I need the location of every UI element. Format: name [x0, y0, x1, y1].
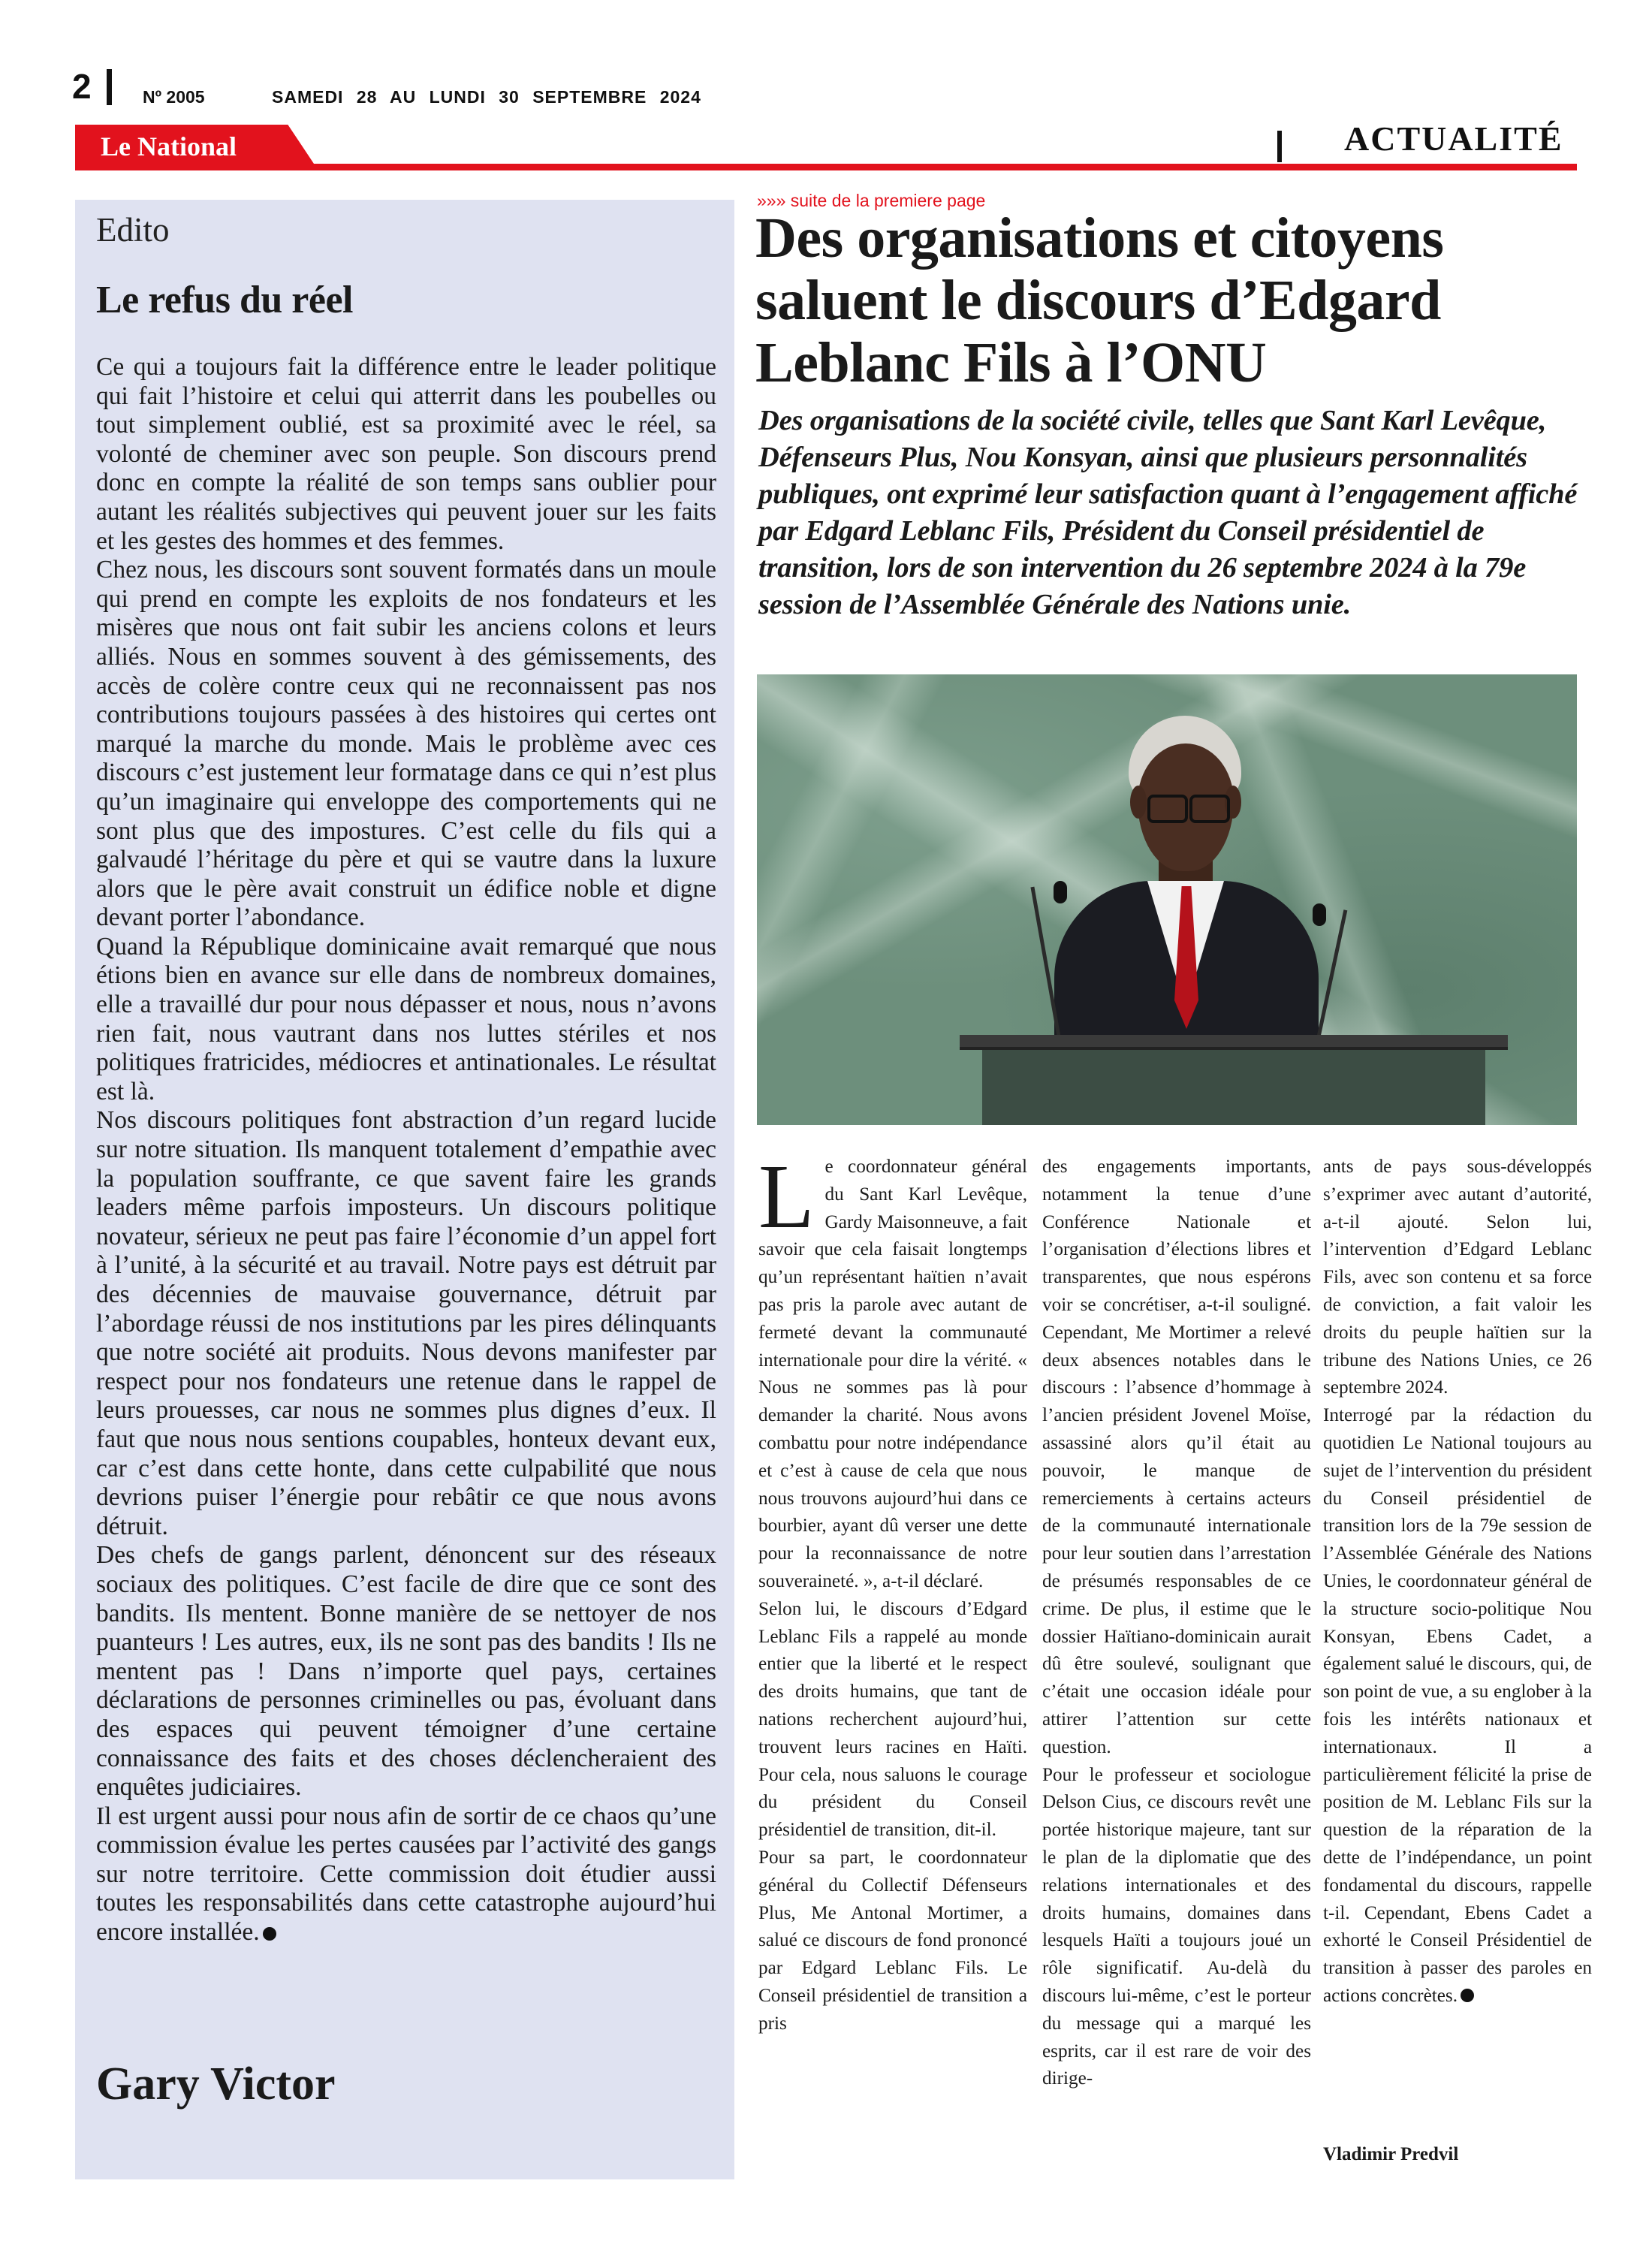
edito-paragraph: Il est urgent aussi pour nous afin de sortir de ce chaos qu’une commission évalue les pertes causées par l’activité des gangs sur notre territoire. Cette commission doit étudier aussi toutes les responsabilités dans cette catastrophe aujourd’hui encore installée. — [96, 1802, 716, 1947]
photo-glasses — [1147, 795, 1188, 823]
article-headline: Des organisations et citoyens saluent le discours d’Edgard Leblanc Fils à l’ONU — [755, 207, 1444, 394]
article-paragraph: Interrogé par la rédaction du quotidien Le National toujours au sujet de l’intervention du président du Conseil présidentiel de transition lors de la 79e session de l’Assemblée Générale des Nations Unies, le coordonnateur général de la structure socio-politique Nou Konsyan, Ebens Cadet, a également salué le discours, qui, de son point de vue, a su englober à la fois les intérêts nationaux et internationaux. Il a particulièrement félicité la prise de position de M. Leblanc Fils sur la question de la réparation de la dette de l’indépendance, un point fondamental du discours, rappelle t-il. Cependant, Ebens Cadet a exhorté le Conseil Présidentiel de transition à passer des paroles en actions concrètes. — [1323, 1405, 1592, 2006]
issue-date: SAMEDI 28 AU LUNDI 30 SEPTEMBRE 2024 — [272, 87, 701, 107]
edito-paragraph: Chez nous, les discours sont souvent formatés dans un moule qui prend en compte les exploits de nos fondateurs et les misères que nous ont fait subir les anciens colons et leurs alliés. Nous en sommes souvent à des gémissements, des accès de colère contre ceux qui ne reconnaissent pas nos contributions toujours passées à des histoires qui certes ont marqué la marche du monde. Mais le problème avec ces discours c’est justement leur formatage dans ce qui n’est plus qu’un imaginaire qui enveloppe des comportements qui ne sont plus que des impostures. C’est celle du fils qui a galvaudé l’héritage du père et qui se vautre dans la luxure alors que le père avait construit un édifice noble et digne devant porter l’abondance. — [96, 556, 716, 932]
brand-name: Le National — [101, 131, 237, 161]
edito-body — [96, 353, 716, 1947]
edito-paragraph: Nos discours politiques font abstraction d’un regard lucide sur notre situation. Ils manquent totalement d’empathie avec la population souffrante, ce que savent faire les grands leaders même parfois imposteurs. Un discours politique novateur, sérieux ne peut pas faire l’économie d’un appel fort à l’unité, à la sécurité et au travail. Notre pays est détruit par des décennies de mauvaise gouvernance, détruit par l’abordage réussi de nos institutions par les pires délinquants que notre société ait produits. Nous devons manifester par respect pour nos fondateurs une retenue dans le rappel de leurs prouesses, car nous ne sommes plus dignes d’eux. Il faut que nous nous sentions coupables, honteux devant eux, car c’est dans cette honte, dans cette culpabilité que nous devrions puiser l’énergie pour rebâtir ce que nous avons détruit. — [96, 1106, 716, 1540]
article-paragraph: ants de pays sous-développés s’exprimer avec autant d’autorité, a-t-il ajouté. Selon lui, l’intervention d’Edgard Leblanc Fils, avec son contenu et sa force de conviction, a fait valoir les droits du peuple haïtien sur la tribune des Nations Unies, ce 26 septembre 2024. — [1323, 1157, 1592, 1398]
article-column-1 — [758, 1146, 1027, 2038]
microphone-icon — [1313, 903, 1326, 926]
article-paragraph: Pour le professeur et sociologue Delson Cius, ce discours revêt une portée historique majeure, tant sur le plan de la diplomatie que des relations internationales et des droits humains, domaines dans lesquels Haïti a toujours joué un rôle significatif. Au-delà du discours lui-même, c’est le porteur du message qui a marqué les esprits, car il est rare de voir des dirige- — [1042, 1764, 1311, 2089]
photo-podium — [982, 1050, 1485, 1125]
continued-kicker: »»» suite de la premiere page — [757, 191, 986, 210]
photo-glasses — [1189, 795, 1230, 823]
speaker-photo — [757, 674, 1577, 1125]
page-number-divider — [107, 69, 112, 105]
photo-podium-top — [960, 1035, 1508, 1050]
page-number: 2 — [72, 67, 92, 106]
end-mark-icon — [1461, 1989, 1474, 2002]
edito-author: Gary Victor — [96, 2058, 336, 2110]
article-author: Vladimir Predvil — [1323, 2144, 1459, 2164]
edito-paragraph: Des chefs de gangs parlent, dénoncent sur des réseaux sociaux des politiques. C’est facile de dire que ce sont des bandits. Ils mentent. Bonne manière de se nettoyer de nos puanteurs ! Les autres, eux, ils ne sont pas des bandits ! Ils ne mentent pas ! Dans n’importe quel pays, certaines déclarations de personnes criminelles ou pas, évoluant dans des espaces qui peuvent témoigner d’une certaine connaissance des faits et des choses déclencheraient des enquêtes judiciaires. — [96, 1541, 716, 1802]
article-paragraph: des engagements importants, notamment la tenue d’une Conférence Nationale et l’organisation d’élections libres et transparentes, que nous espérons voir se concrétiser, a-t-il souligné. Cependant, Me Mortimer a relevé deux absences notables dans le discours : l’absence d’hommage à l’ancien président Jovenel Moïse, assassiné alors qu’il était au pouvoir, le manque de remerciements à certains acteurs de la communauté internationale pour leur soutien dans l’arrestation de présumés responsables de ce crime. De plus, il estime que le dossier Haïtiano-dominicain aurait dû être soulevé, soulignant que c’était une occasion idéale pour attirer l’attention sur cette question. — [1042, 1157, 1311, 1757]
edito-title: Le refus du réel — [96, 279, 353, 321]
edito-label: Edito — [96, 211, 170, 249]
edito-paragraph: Quand la République dominicaine avait remarqué que nous étions bien en avance sur elle dans de nombreux domaines, elle a travaillé dur pour nous dépasser et nous, nous n’avons rien fait, nous vautrant dans nos luttes stériles et nos politiques fratricides, médiocres et antinationales. Le résultat est là. — [96, 932, 716, 1105]
article-lead: Des organisations de la société civile, telles que Sant Karl Levêque, Défenseurs Plus, Nou Konsyan, ainsi que plusieurs personnalités publiques, ont exprimé leur satisfaction quant à l’engagement affiché par Edgard Leblanc Fils, Président du Conseil présidentiel de transition, lors de son intervention du 26 septembre 2024 à la 79e session de l’Assemblée Générale des Nations unie. — [758, 405, 1578, 620]
issue-number: Nº 2005 — [143, 87, 205, 107]
article-column-2 — [1042, 1154, 1311, 2093]
article-paragraph: Pour sa part, le coordonnateur général du Collectif Défenseurs Plus, Me Antonal Mortimer, a salué ce discours de fond prononcé par Edgard Leblanc Fils. Le Conseil présidentiel de transition a pris — [758, 1847, 1027, 2034]
section-title: ACTUALITÉ — [1344, 119, 1563, 158]
edito-paragraph: Ce qui a toujours fait la différence entre le leader politique qui fait l’histoire et celui qui atterrit dans les poubelles ou tout simplement oublié, est sa proximité avec le réel, sa volonté de cheminer avec son peuple. Son discours prend donc en compte la réalité de son temps sans oublier pour autant les réalités subjectives qui peuvent jouer sur les faits et les gestes des hommes et des femmes. — [96, 353, 716, 555]
article-paragraph: e coordonnateur général du Sant Karl Levêque, Gardy Maisonneuve, a fait savoir que cela faisait longtemps qu’un représentant haïtien n’avait pas pris la parole avec autant de fermeté devant la communauté internationale pour dire la vérité. « Nous ne sommes pas là pour demander la charité. Nous avons combattu pour notre indépendance et c’est à cause de cela que nous nous trouvons aujourd’hui dans ce bourbier, ayant dû verser une dette pour la reconnaissance de notre souveraineté. », a-t-il déclaré. — [758, 1157, 1027, 1591]
article-paragraph: Selon lui, le discours d’Edgard Leblanc Fils a rappelé au monde entier que la liberté et le respect des droits humains, que tant de nations recherchent aujourd’hui, trouvent leurs racines en Haïti. Pour cela, nous saluons le courage du président du Conseil présidentiel de transition, dit-il. — [758, 1598, 1027, 1841]
section-divider — [1277, 131, 1282, 162]
photo-microphone-stand — [1316, 909, 1347, 1039]
drop-cap: L — [758, 1146, 815, 1247]
microphone-icon — [1054, 881, 1067, 903]
photo-ear — [1130, 786, 1147, 819]
article-column-3 — [1323, 1154, 1592, 2010]
header-rule — [75, 164, 1577, 170]
end-mark-icon — [263, 1927, 276, 1941]
